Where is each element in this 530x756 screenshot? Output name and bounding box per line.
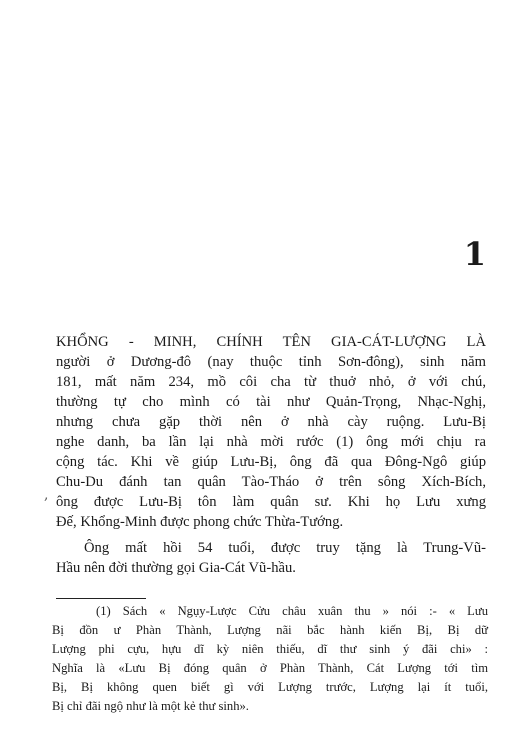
body-text <box>56 332 486 578</box>
footnote-line: Bị đồn ư Phàn Thành, Lượng nãi bắc hành kiến Bị, Bị dữ <box>52 623 488 637</box>
footnote-divider <box>56 598 146 599</box>
footnote-line: Bị, Bị không quen biết gì với Lượng trước, Lượng lại ít tuổi, <box>52 680 488 694</box>
footnote-line: Nghĩa là «Lưu Bị đóng quân ở Phàn Thành, Cát Lượng tới tìm <box>52 661 488 675</box>
margin-mark: , <box>44 487 49 503</box>
chapter-number: 1 <box>463 235 486 273</box>
text-line: nghe danh, ba lần lại nhà mời rước (1) ông mới chịu ra <box>56 434 486 450</box>
text-line: ông được Lưu-Bị tôn làm quân sư. Khi họ Lưu xưng <box>56 494 486 510</box>
footnote <box>52 602 488 716</box>
footnote-line: Lượng phi cựu, hựu dĩ kỳ niên thiếu, dĩ thư sinh ý đãi chi» : <box>52 642 488 656</box>
text-line: 181, mất năm 234, mồ côi cha từ thuở nhỏ, ở với chú, <box>56 374 486 390</box>
paragraph-1 <box>56 332 486 532</box>
text-line: KHỔNG - MINH, CHÍNH TÊN GIA-CÁT-LƯỢNG LÀ <box>56 334 486 350</box>
text-line: Chu-Du đánh tan quân Tào-Tháo ở trên sông Xích-Bích, <box>56 474 486 490</box>
text-line: Ông mất hồi 54 tuổi, được truy tặng là Trung-Vũ- <box>84 540 486 556</box>
paragraph-2 <box>56 538 486 578</box>
text-line: người ở Dương-đô (nay thuộc tỉnh Sơn-đông), sinh năm <box>56 354 486 370</box>
text-line: cộng tác. Khi về giúp Lưu-Bị, ông đã qua Đông-Ngô giúp <box>56 454 486 470</box>
footnote-line: Bị chỉ đãi ngộ như là một kẻ thư sinh». <box>52 699 249 713</box>
footnote-line: (1) Sách « Ngụy-Lược Cửu châu xuân thu » nói :- « Lưu <box>96 604 488 618</box>
text-line: Hầu nên đời thường gọi Gia-Cát Vũ-hầu. <box>56 560 296 576</box>
text-line: nhưng chưa gặp thời nên ở nhà cày ruộng. Lưu-Bị <box>56 414 486 430</box>
text-line: Đế, Khổng-Minh được phong chức Thừa-Tướng. <box>56 514 344 530</box>
text-line: thường tự cho mình có tài như Quản-Trọng, Nhạc-Nghị, <box>56 394 486 410</box>
